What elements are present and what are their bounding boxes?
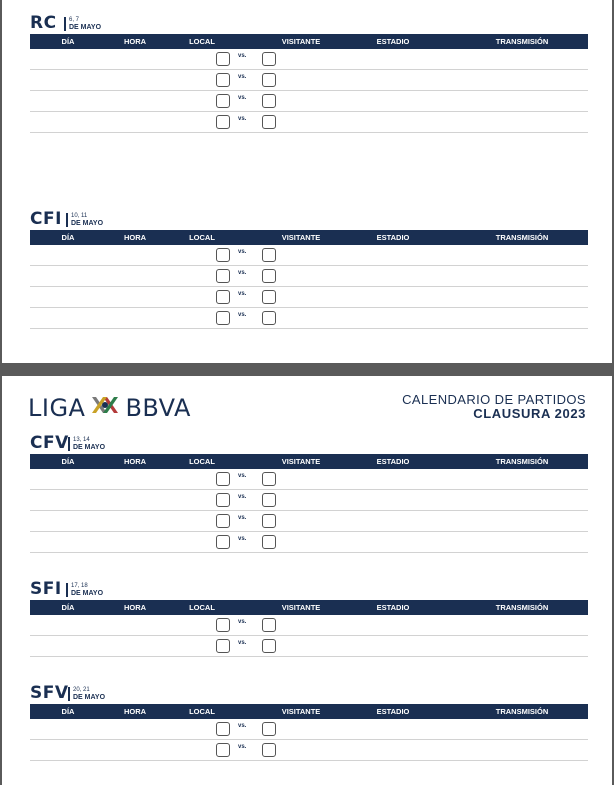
- column-hora: HORA: [123, 37, 147, 46]
- round-month: DE MAYO: [73, 694, 106, 701]
- round-month: DE MAYO: [69, 24, 102, 31]
- visitor-team-checkbox[interactable]: [262, 639, 276, 653]
- round-days: 10, 11: [71, 213, 88, 219]
- local-team-checkbox[interactable]: [216, 290, 230, 304]
- column-hora: HORA: [123, 707, 147, 716]
- match-row: [30, 49, 588, 70]
- column-transmision: TRANSMISIÓN: [495, 603, 549, 612]
- column-dia: DÍA: [61, 707, 75, 716]
- visitor-team-checkbox[interactable]: [262, 115, 276, 129]
- round-code: CFV: [30, 433, 69, 453]
- local-team-checkbox[interactable]: [216, 722, 230, 736]
- round-days: 20, 21: [73, 687, 90, 693]
- page-1: [2, 0, 612, 363]
- calendar-title-line2: CLAUSURA 2023: [473, 406, 586, 421]
- section-cfi: [30, 208, 588, 329]
- local-team-checkbox[interactable]: [216, 73, 230, 87]
- column-estadio: ESTADIO: [376, 37, 410, 46]
- round-dates: [66, 213, 103, 227]
- column-hora: HORA: [123, 603, 147, 612]
- column-visitante: VISITANTE: [281, 457, 321, 466]
- round-dates: [68, 687, 105, 701]
- table-header: [30, 34, 588, 49]
- match-row: [30, 719, 588, 740]
- section-header: [30, 208, 588, 230]
- vs-label: vs.: [238, 270, 247, 276]
- section-header: [30, 682, 588, 704]
- column-estadio: ESTADIO: [376, 603, 410, 612]
- liga-bbva-logo: [28, 393, 191, 423]
- column-hora: HORA: [123, 457, 147, 466]
- section-header: [30, 432, 588, 454]
- column-transmision: TRANSMISIÓN: [495, 457, 549, 466]
- table-header: [30, 600, 588, 615]
- calendar-title-line1: CALENDARIO DE PARTIDOS: [402, 392, 586, 407]
- match-row: [30, 245, 588, 266]
- match-row: [30, 740, 588, 761]
- section-header: [30, 12, 588, 34]
- vs-label: vs.: [238, 74, 247, 80]
- column-dia: DÍA: [61, 233, 75, 242]
- round-code: CFI: [30, 209, 62, 229]
- column-hora: HORA: [123, 233, 147, 242]
- visitor-team-checkbox[interactable]: [262, 535, 276, 549]
- visitor-team-checkbox[interactable]: [262, 311, 276, 325]
- visitor-team-checkbox[interactable]: [262, 248, 276, 262]
- local-team-checkbox[interactable]: [216, 115, 230, 129]
- local-team-checkbox[interactable]: [216, 743, 230, 757]
- visitor-team-checkbox[interactable]: [262, 290, 276, 304]
- column-local: LOCAL: [189, 457, 215, 466]
- round-month: DE MAYO: [73, 444, 106, 451]
- logo-bbva-text: BBVA: [125, 394, 191, 422]
- local-team-checkbox[interactable]: [216, 311, 230, 325]
- match-row: [30, 266, 588, 287]
- match-row: [30, 70, 588, 91]
- vs-label: vs.: [238, 640, 247, 646]
- local-team-checkbox[interactable]: [216, 535, 230, 549]
- vs-label: vs.: [238, 494, 247, 500]
- column-visitante: VISITANTE: [281, 37, 321, 46]
- visitor-team-checkbox[interactable]: [262, 722, 276, 736]
- column-transmision: TRANSMISIÓN: [495, 233, 549, 242]
- visitor-team-checkbox[interactable]: [262, 618, 276, 632]
- column-dia: DÍA: [61, 37, 75, 46]
- visitor-team-checkbox[interactable]: [262, 52, 276, 66]
- vs-label: vs.: [238, 95, 247, 101]
- column-local: LOCAL: [189, 603, 215, 612]
- round-code: SFI: [30, 579, 62, 599]
- round-days: 13, 14: [73, 437, 90, 443]
- section-rc: [30, 12, 588, 133]
- liga-mx-emblem-icon: [89, 394, 121, 422]
- local-team-checkbox[interactable]: [216, 52, 230, 66]
- local-team-checkbox[interactable]: [216, 493, 230, 507]
- column-estadio: ESTADIO: [376, 233, 410, 242]
- column-estadio: ESTADIO: [376, 707, 410, 716]
- section-sfv: [30, 682, 588, 761]
- page-2: [2, 376, 612, 785]
- vs-label: vs.: [238, 53, 247, 59]
- local-team-checkbox[interactable]: [216, 94, 230, 108]
- local-team-checkbox[interactable]: [216, 269, 230, 283]
- vs-label: vs.: [238, 723, 247, 729]
- round-dates: [68, 437, 105, 451]
- column-visitante: VISITANTE: [281, 233, 321, 242]
- visitor-team-checkbox[interactable]: [262, 743, 276, 757]
- match-row: [30, 308, 588, 329]
- match-row: [30, 511, 588, 532]
- column-local: LOCAL: [189, 233, 215, 242]
- vs-label: vs.: [238, 116, 247, 122]
- match-row: [30, 469, 588, 490]
- section-header: [30, 578, 588, 600]
- column-dia: DÍA: [61, 457, 75, 466]
- table-header: [30, 704, 588, 719]
- match-row: [30, 91, 588, 112]
- round-month: DE MAYO: [71, 220, 104, 227]
- match-row: [30, 532, 588, 553]
- match-row: [30, 636, 588, 657]
- visitor-team-checkbox[interactable]: [262, 94, 276, 108]
- column-local: LOCAL: [189, 707, 215, 716]
- vs-label: vs.: [238, 619, 247, 625]
- vs-label: vs.: [238, 744, 247, 750]
- column-estadio: ESTADIO: [376, 457, 410, 466]
- local-team-checkbox[interactable]: [216, 618, 230, 632]
- round-days: 6, 7: [69, 17, 80, 23]
- column-visitante: VISITANTE: [281, 603, 321, 612]
- match-row: [30, 615, 588, 636]
- vs-label: vs.: [238, 536, 247, 542]
- vs-label: vs.: [238, 473, 247, 479]
- round-code: SFV: [30, 683, 69, 703]
- column-dia: DÍA: [61, 603, 75, 612]
- visitor-team-checkbox[interactable]: [262, 493, 276, 507]
- logo-liga-text: LIGA: [28, 394, 86, 422]
- vs-label: vs.: [238, 249, 247, 255]
- round-days: 17, 18: [71, 583, 88, 589]
- section-sfi: [30, 578, 588, 657]
- column-transmision: TRANSMISIÓN: [495, 707, 549, 716]
- local-team-checkbox[interactable]: [216, 248, 230, 262]
- column-transmision: TRANSMISIÓN: [495, 37, 549, 46]
- local-team-checkbox[interactable]: [216, 639, 230, 653]
- round-dates: [64, 17, 101, 31]
- round-month: DE MAYO: [71, 590, 104, 597]
- match-row: [30, 490, 588, 511]
- table-header: [30, 230, 588, 245]
- round-dates: [66, 583, 103, 597]
- column-visitante: VISITANTE: [281, 707, 321, 716]
- visitor-team-checkbox[interactable]: [262, 472, 276, 486]
- local-team-checkbox[interactable]: [216, 472, 230, 486]
- column-local: LOCAL: [189, 37, 215, 46]
- calendar-title: [402, 393, 586, 421]
- visitor-team-checkbox[interactable]: [262, 514, 276, 528]
- table-header: [30, 454, 588, 469]
- vs-label: vs.: [238, 291, 247, 297]
- round-code: RC: [30, 13, 57, 33]
- vs-label: vs.: [238, 312, 247, 318]
- local-team-checkbox[interactable]: [216, 514, 230, 528]
- vs-label: vs.: [238, 515, 247, 521]
- match-row: [30, 112, 588, 133]
- visitor-team-checkbox[interactable]: [262, 269, 276, 283]
- section-cfv: [30, 432, 588, 553]
- match-row: [30, 287, 588, 308]
- visitor-team-checkbox[interactable]: [262, 73, 276, 87]
